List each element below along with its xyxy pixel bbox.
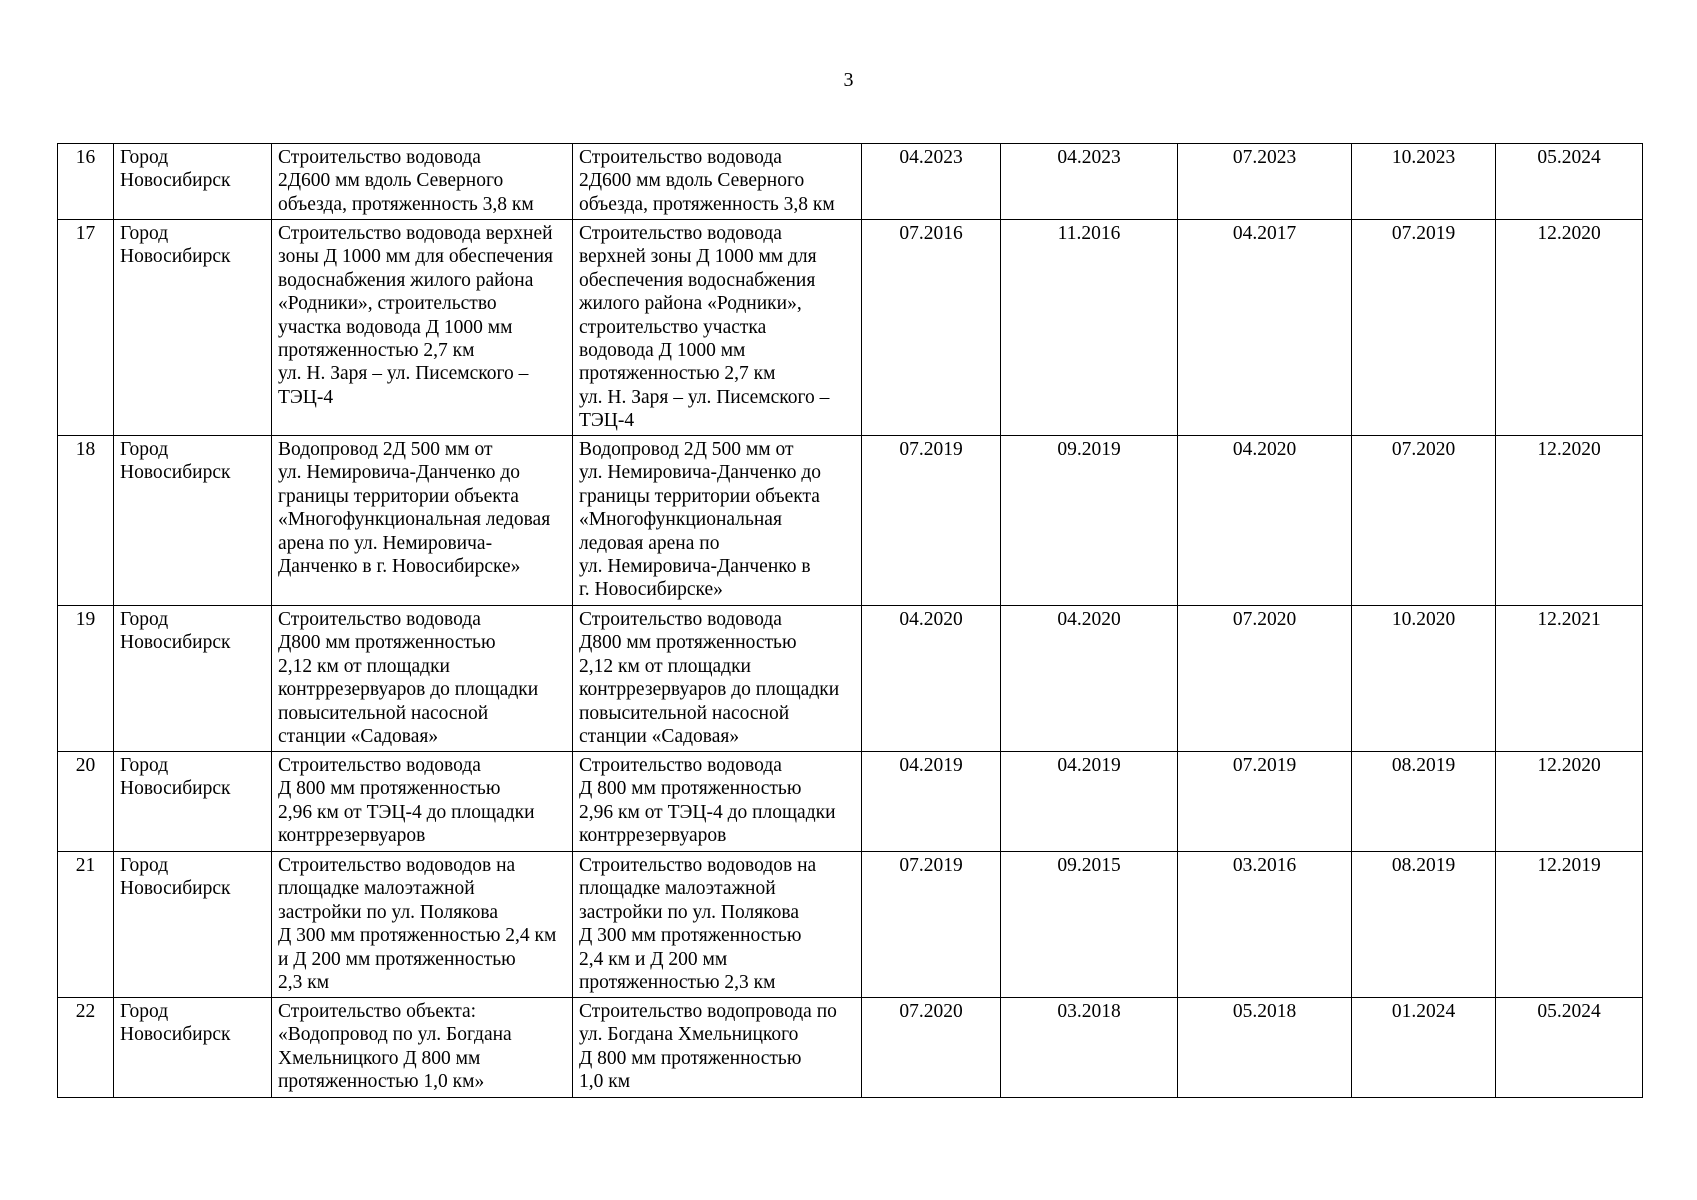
table-row (58, 606, 1643, 752)
date-3-cell: 05.2018 (1178, 998, 1352, 1098)
project-description-cell: Строительство водовода Д800 мм протяженностью 2,12 км от площадки контррезервуаров до площадки повысительной насосной станции «Садовая» (272, 606, 573, 752)
date-5-cell: 12.2021 (1496, 606, 1643, 752)
table-row (58, 852, 1643, 998)
date-3-cell: 07.2023 (1178, 144, 1352, 220)
project-description-alt-cell: Строительство водовода верхней зоны Д 1000 мм для обеспечения водоснабжения жилого района «Родники», строительство участка водовода Д 1000 мм протяженностью 2,7 км ул. Н. Заря – ул. Писемского – ТЭЦ-4 (573, 220, 862, 436)
project-description-cell: Строительство водоводов на площадке малоэтажной застройки по ул. Полякова Д 300 мм протяженностью 2,4 км и Д 200 мм протяженностью 2,3 км (272, 852, 573, 998)
date-1-cell: 07.2019 (862, 436, 1001, 606)
row-number: 16 (58, 144, 114, 220)
date-4-cell: 10.2020 (1352, 606, 1496, 752)
table-row (58, 752, 1643, 852)
date-1-cell: 04.2023 (862, 144, 1001, 220)
date-2-cell: 11.2016 (1001, 220, 1178, 436)
date-2-cell: 04.2023 (1001, 144, 1178, 220)
date-2-cell: 09.2015 (1001, 852, 1178, 998)
date-2-cell: 04.2019 (1001, 752, 1178, 852)
table-row (58, 220, 1643, 436)
date-1-cell: 07.2020 (862, 998, 1001, 1098)
date-3-cell: 07.2019 (1178, 752, 1352, 852)
city-cell: Город Новосибирск (114, 144, 272, 220)
city-cell: Город Новосибирск (114, 852, 272, 998)
row-number: 19 (58, 606, 114, 752)
project-description-cell: Строительство водовода верхней зоны Д 1000 мм для обеспечения водоснабжения жилого района «Родники», строительство участка водовода Д 1000 мм протяженностью 2,7 км ул. Н. Заря – ул. Писемского – ТЭЦ-4 (272, 220, 573, 436)
row-number: 20 (58, 752, 114, 852)
date-5-cell: 05.2024 (1496, 998, 1643, 1098)
city-cell: Город Новосибирск (114, 220, 272, 436)
date-5-cell: 12.2020 (1496, 220, 1643, 436)
project-description-alt-cell: Строительство водопровода по ул. Богдана Хмельницкого Д 800 мм протяженностью 1,0 км (573, 998, 862, 1098)
date-3-cell: 04.2020 (1178, 436, 1352, 606)
city-cell: Город Новосибирск (114, 998, 272, 1098)
city-cell: Город Новосибирск (114, 606, 272, 752)
city-cell: Город Новосибирск (114, 436, 272, 606)
page-number: 3 (843, 69, 854, 91)
projects-table (57, 143, 1643, 1098)
date-2-cell: 03.2018 (1001, 998, 1178, 1098)
date-5-cell: 12.2019 (1496, 852, 1643, 998)
date-4-cell: 07.2019 (1352, 220, 1496, 436)
project-description-cell: Строительство водовода 2Д600 мм вдоль Северного объезда, протяженность 3,8 км (272, 144, 573, 220)
date-4-cell: 08.2019 (1352, 752, 1496, 852)
date-2-cell: 04.2020 (1001, 606, 1178, 752)
date-3-cell: 04.2017 (1178, 220, 1352, 436)
row-number: 17 (58, 220, 114, 436)
date-4-cell: 08.2019 (1352, 852, 1496, 998)
project-description-alt-cell: Строительство водоводов на площадке малоэтажной застройки по ул. Полякова Д 300 мм протяженностью 2,4 км и Д 200 мм протяженностью 2,3 км (573, 852, 862, 998)
date-4-cell: 07.2020 (1352, 436, 1496, 606)
row-number: 18 (58, 436, 114, 606)
project-description-alt-cell: Строительство водовода 2Д600 мм вдоль Северного объезда, протяженность 3,8 км (573, 144, 862, 220)
date-1-cell: 07.2016 (862, 220, 1001, 436)
project-description-cell: Строительство водовода Д 800 мм протяженностью 2,96 км от ТЭЦ-4 до площадки контррезервуаров (272, 752, 573, 852)
row-number: 21 (58, 852, 114, 998)
table-row (58, 998, 1643, 1098)
date-4-cell: 10.2023 (1352, 144, 1496, 220)
project-description-cell: Водопровод 2Д 500 мм от ул. Немировича-Данченко до границы территории объекта «Многофункциональная ледовая арена по ул. Немировича- Данченко в г. Новосибирске» (272, 436, 573, 606)
table-row (58, 436, 1643, 606)
date-5-cell: 12.2020 (1496, 436, 1643, 606)
date-2-cell: 09.2019 (1001, 436, 1178, 606)
date-3-cell: 03.2016 (1178, 852, 1352, 998)
project-description-cell: Строительство объекта: «Водопровод по ул. Богдана Хмельницкого Д 800 мм протяженностью 1,0 км» (272, 998, 573, 1098)
project-description-alt-cell: Строительство водовода Д 800 мм протяженностью 2,96 км от ТЭЦ-4 до площадки контррезервуаров (573, 752, 862, 852)
date-5-cell: 05.2024 (1496, 144, 1643, 220)
date-3-cell: 07.2020 (1178, 606, 1352, 752)
date-1-cell: 07.2019 (862, 852, 1001, 998)
date-1-cell: 04.2020 (862, 606, 1001, 752)
project-description-alt-cell: Водопровод 2Д 500 мм от ул. Немировича-Данченко до границы территории объекта «Многофункциональная ледовая арена по ул. Немировича-Данченко в г. Новосибирске» (573, 436, 862, 606)
row-number: 22 (58, 998, 114, 1098)
date-1-cell: 04.2019 (862, 752, 1001, 852)
date-4-cell: 01.2024 (1352, 998, 1496, 1098)
table-row (58, 144, 1643, 220)
city-cell: Город Новосибирск (114, 752, 272, 852)
date-5-cell: 12.2020 (1496, 752, 1643, 852)
project-description-alt-cell: Строительство водовода Д800 мм протяженностью 2,12 км от площадки контррезервуаров до площадки повысительной насосной станции «Садовая» (573, 606, 862, 752)
